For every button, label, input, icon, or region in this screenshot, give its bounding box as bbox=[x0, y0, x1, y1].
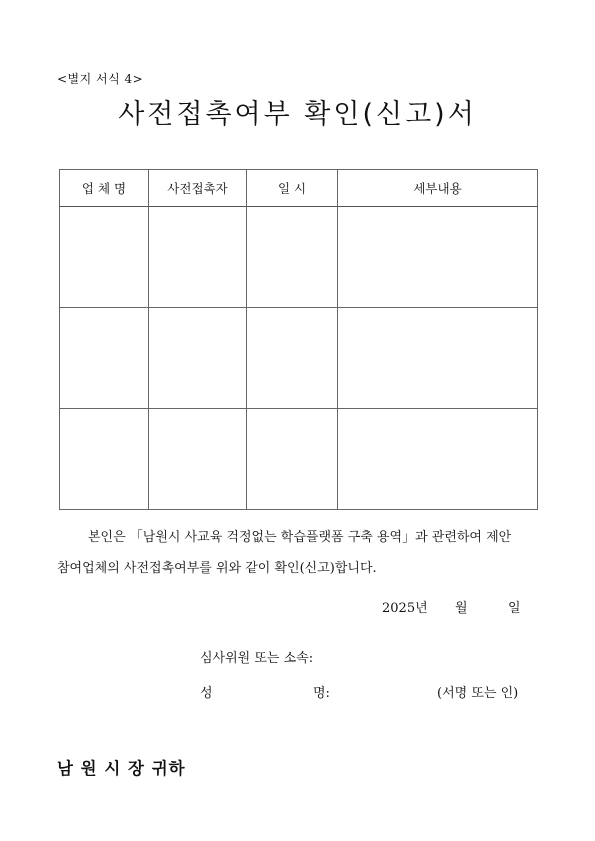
column-header-details: 세부내용 bbox=[338, 170, 538, 207]
table-cell[interactable] bbox=[338, 409, 538, 510]
name-label-first: 성 bbox=[200, 686, 213, 701]
column-header-datetime: 일 시 bbox=[247, 170, 338, 207]
date-day: 일 bbox=[508, 601, 521, 616]
recipient: 남 원 시 장 귀하 bbox=[57, 759, 186, 778]
table-header-row bbox=[60, 170, 538, 207]
column-header-contact-person: 사전접촉자 bbox=[149, 170, 247, 207]
table-cell[interactable] bbox=[149, 409, 247, 510]
table-cell[interactable] bbox=[247, 409, 338, 510]
table-row bbox=[60, 207, 538, 308]
contact-table bbox=[59, 169, 538, 510]
date-month: 월 bbox=[455, 601, 468, 616]
table-row bbox=[60, 409, 538, 510]
form-label: <별지 서식 4> bbox=[57, 72, 144, 86]
table-row bbox=[60, 308, 538, 409]
affiliation-label: 심사위원 또는 소속: bbox=[200, 651, 314, 666]
column-header-company: 업 체 명 bbox=[60, 170, 149, 207]
table-cell[interactable] bbox=[149, 308, 247, 409]
table-cell[interactable] bbox=[149, 207, 247, 308]
document-title: 사전접촉여부 확인(신고)서 bbox=[118, 99, 477, 130]
statement-line-2: 참여업체의 사전접촉여부를 위와 같이 확인(신고)합니다. bbox=[57, 561, 377, 576]
statement-line-1: 본인은 「남원시 사교육 걱정없는 학습플랫폼 구축 용역」과 관련하여 제안 bbox=[88, 530, 512, 545]
table-cell[interactable] bbox=[60, 207, 149, 308]
date-year: 2025년 bbox=[382, 601, 428, 616]
table-cell[interactable] bbox=[247, 308, 338, 409]
statement-paragraph bbox=[57, 522, 539, 584]
table-cell[interactable] bbox=[60, 409, 149, 510]
table-cell[interactable] bbox=[338, 207, 538, 308]
name-label-second: 명: bbox=[313, 686, 330, 701]
table-cell[interactable] bbox=[338, 308, 538, 409]
table-cell[interactable] bbox=[60, 308, 149, 409]
seal-note: (서명 또는 인) bbox=[437, 686, 519, 701]
table-cell[interactable] bbox=[247, 207, 338, 308]
